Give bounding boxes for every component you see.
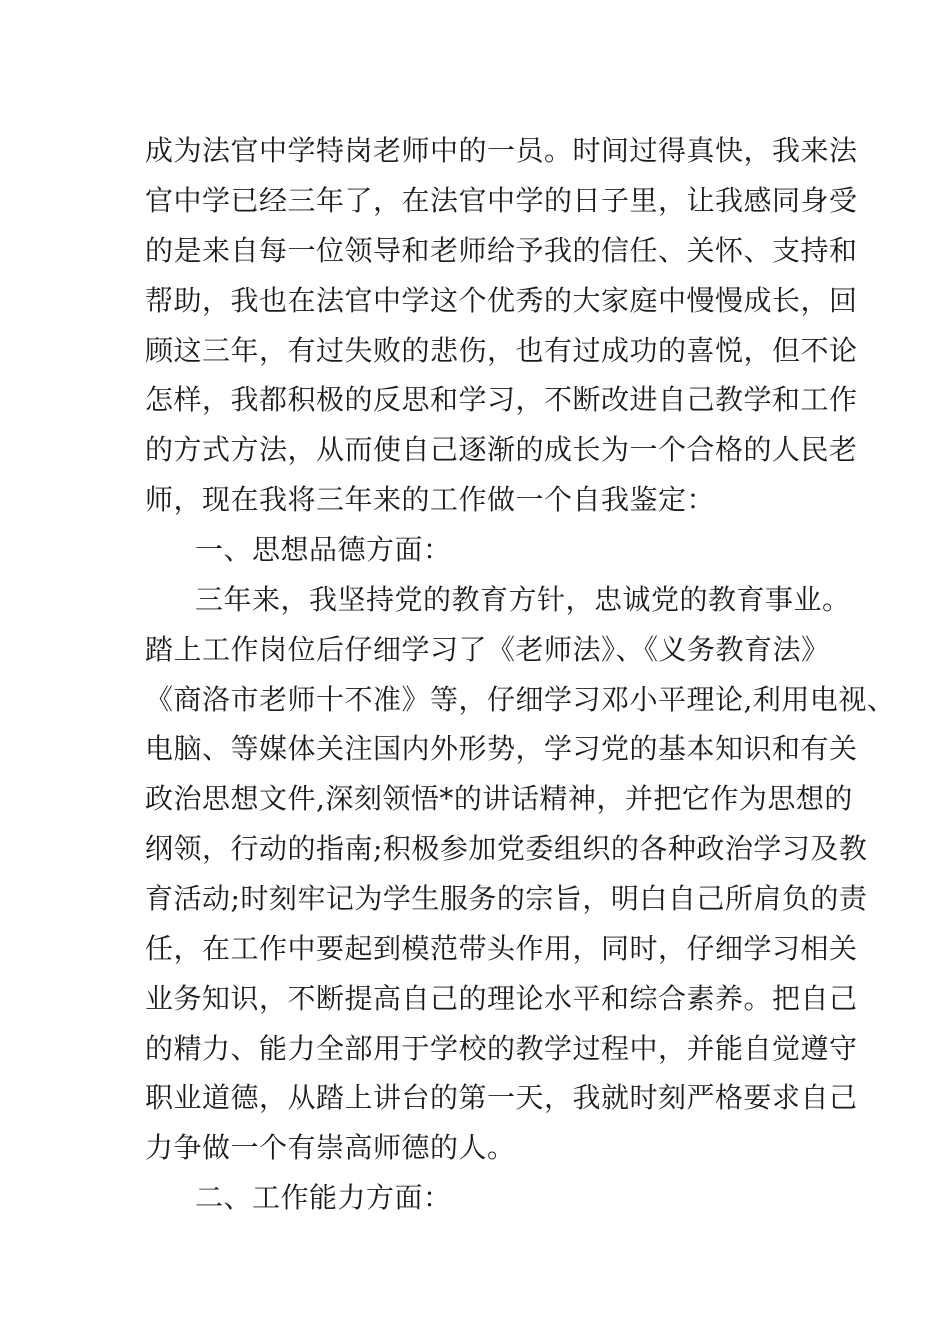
text-line: 的是来自每一位领导和老师给予我的信任、关怀、支持和 <box>145 234 858 267</box>
text-line: 顾这三年，有过失败的悲伤，也有过成功的喜悦，但不论 <box>145 334 858 367</box>
text-line: 帮助，我也在法官中学这个优秀的大家庭中慢慢成长，回 <box>145 284 858 317</box>
text-line: 政治思想文件,深刻领悟*的讲话精神，并把它作为思想的 <box>145 782 853 815</box>
text-line: 纲领，行动的指南;积极参加党委组织的各种政治学习及教 <box>145 832 868 865</box>
text-line: 育活动;时刻牢记为学生服务的宗旨，明白自己所肩负的责 <box>145 882 868 915</box>
text-line: 三年来，我坚持党的教育方针，忠诚党的教育事业。 <box>195 583 851 616</box>
text-line: 业务知识，不断提高自己的理论水平和综合素养。把自己 <box>145 982 858 1015</box>
text-line: 《商洛市老师十不准》等，仔细学习邓小平理论,利用电视、 <box>145 683 896 716</box>
text-line: 踏上工作岗位后仔细学习了《老师法》、《义务教育法》 <box>145 633 830 666</box>
text-line: 职业道德，从踏上讲台的第一天，我就时刻严格要求自己 <box>145 1081 858 1114</box>
text-line: 师，现在我将三年来的工作做一个自我鉴定： <box>145 483 716 516</box>
section-heading: 二、工作能力方面： <box>195 1181 452 1214</box>
section-heading: 一、思想品德方面： <box>195 533 452 566</box>
text-line: 官中学已经三年了，在法官中学的日子里，让我感同身受 <box>145 184 858 217</box>
text-line: 怎样，我都积极的反思和学习，不断改进自己教学和工作 <box>145 383 858 416</box>
text-line: 任，在工作中要起到模范带头作用，同时，仔细学习相关 <box>145 932 858 965</box>
text-line: 的方式方法，从而使自己逐渐的成长为一个合格的人民老 <box>145 433 858 466</box>
text-line: 力争做一个有崇高师德的人。 <box>145 1131 516 1164</box>
text-line: 电脑、等媒体关注国内外形势，学习党的基本知识和有关 <box>145 732 858 765</box>
text-line: 的精力、能力全部用于学校的教学过程中，并能自觉遵守 <box>145 1032 858 1065</box>
text-line: 成为法官中学特岗老师中的一员。时间过得真快，我来法 <box>145 134 858 167</box>
